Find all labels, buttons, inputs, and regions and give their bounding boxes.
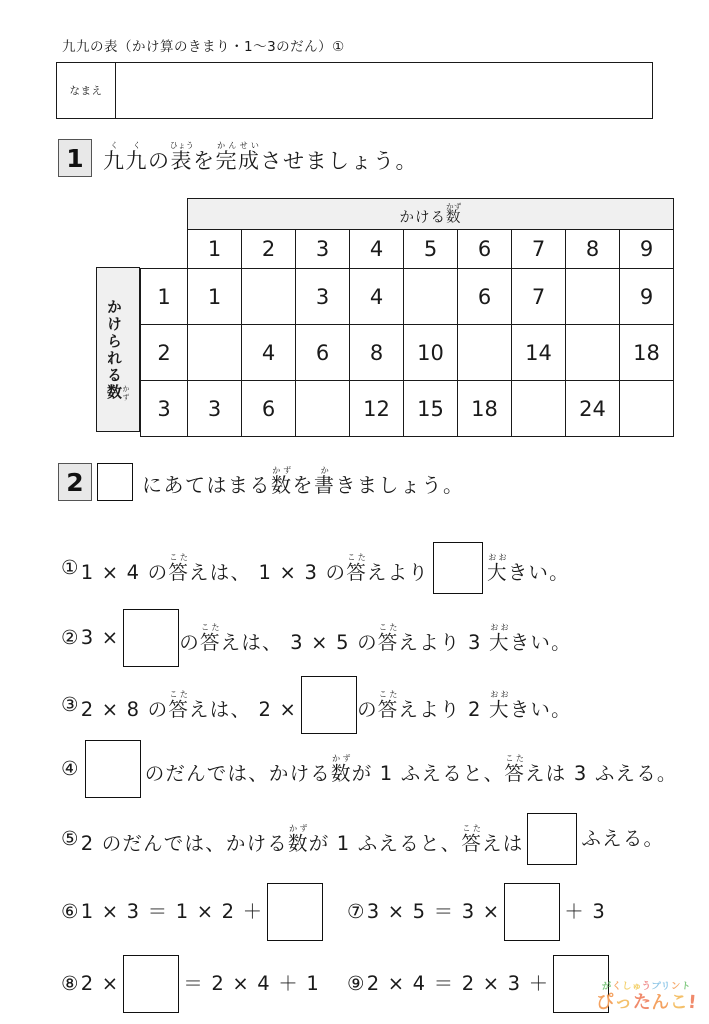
- multiplication-table-wrap: [96, 198, 674, 437]
- question-5-marker: ⑤: [61, 827, 80, 851]
- name-label: なまえ: [57, 63, 116, 118]
- ruby-ka-s2: 書か: [314, 466, 336, 497]
- question-9-part-a: 2 × 4 ＝ 2 × 3 ＋: [366, 972, 550, 996]
- cell-r3-c6[interactable]: 18: [458, 381, 512, 437]
- cell-r2-c4[interactable]: 8: [350, 325, 404, 381]
- ruby-kuku2: 九く: [125, 141, 148, 173]
- cell-r2-c9[interactable]: 18: [620, 325, 674, 381]
- section1-number-badge: 1: [58, 139, 92, 177]
- cell-r2-c2[interactable]: 4: [242, 325, 296, 381]
- cell-r3-c9[interactable]: [620, 381, 674, 437]
- answer-box-q4[interactable]: [85, 740, 141, 798]
- question-7-marker: ⑦: [347, 900, 366, 924]
- logo-top-char: リ: [660, 980, 672, 992]
- logo-main-char: っ: [614, 992, 633, 1013]
- col-header-1: 1: [188, 230, 242, 269]
- logo-top-char: う: [641, 980, 652, 992]
- question-1-marker: ①: [61, 556, 80, 580]
- cell-r1-c2[interactable]: [242, 269, 296, 325]
- cell-r3-c3[interactable]: [296, 381, 350, 437]
- question-2-part-a: 3 ×: [80, 626, 120, 650]
- cell-r3-c8[interactable]: 24: [566, 381, 620, 437]
- name-input[interactable]: [116, 63, 652, 118]
- name-box: [56, 62, 653, 119]
- col-header-4: 4: [350, 230, 404, 269]
- question-7-part-b: ＋ 3: [564, 900, 606, 924]
- question-8-part-b: ＝ 2 × 4 ＋ 1: [183, 972, 320, 996]
- logo-main-char: こ: [669, 992, 689, 1013]
- cell-r2-c1[interactable]: [188, 325, 242, 381]
- question-7-part-a: 3 × 5 ＝ 3 ×: [366, 900, 501, 924]
- question-2-marker: ②: [61, 626, 80, 650]
- row-header-1: 1: [141, 269, 188, 325]
- table-column-group-header-row: [141, 199, 674, 230]
- answer-box-q5[interactable]: [527, 813, 577, 865]
- cell-r3-c7[interactable]: [512, 381, 566, 437]
- column-header-label: かける数かず: [188, 199, 674, 230]
- question-1: [61, 542, 570, 594]
- logo-top-char: が: [601, 980, 613, 992]
- cell-r3-c2[interactable]: 6: [242, 381, 296, 437]
- cell-r3-c1[interactable]: 3: [188, 381, 242, 437]
- section2-heading: [58, 463, 465, 501]
- ruby-kansei: 完成かんせい: [215, 141, 261, 173]
- logo-main-text: [594, 991, 698, 1014]
- cell-r2-c7[interactable]: 14: [512, 325, 566, 381]
- col-header-9: 9: [620, 230, 674, 269]
- cell-r3-c4[interactable]: 12: [350, 381, 404, 437]
- col-header-8: 8: [566, 230, 620, 269]
- question-4: [61, 740, 678, 798]
- logo-top-char: し: [621, 980, 633, 992]
- logo-top-char: プ: [650, 980, 662, 992]
- question-5-part-a: 2 のだんでは、かける数かずが 1 ふえると、答こたえは: [80, 823, 524, 855]
- logo-top-text: [596, 982, 697, 992]
- question-1-part-a: 1 × 4 の答こたえは、 1 × 3 の答こたえより: [80, 552, 430, 584]
- cell-r3-c5[interactable]: 15: [404, 381, 458, 437]
- cell-r2-c3[interactable]: 6: [296, 325, 350, 381]
- logo-top-char: ゅ: [631, 980, 643, 992]
- question-8: [61, 955, 320, 1013]
- cell-r1-c8[interactable]: [566, 269, 620, 325]
- section1-heading: [58, 139, 418, 177]
- answer-box-q7[interactable]: [504, 883, 560, 941]
- question-2: [61, 609, 572, 667]
- question-7: [347, 883, 606, 941]
- row-header-label-cell: [96, 267, 140, 432]
- question-3-marker: ③: [61, 693, 80, 717]
- question-3-part-b: の答こたえより 2 大おおきい。: [357, 689, 572, 721]
- question-5-part-b: ふえる。: [581, 827, 665, 851]
- question-6: [61, 883, 323, 941]
- table-column-number-row: [141, 230, 674, 269]
- section2-instruction: にあてはまる数かずを書かきましょう。: [142, 466, 465, 497]
- question-4-part-a: のだんでは、かける数かずが 1 ふえると、答こたえは 3 ふえる。: [144, 753, 678, 785]
- logo-top-char: ト: [680, 980, 692, 992]
- cell-r1-c9[interactable]: 9: [620, 269, 674, 325]
- logo-main-char: ん: [650, 991, 671, 1014]
- ruby-kuku1: 九く: [103, 141, 126, 173]
- ruby-kazu-row: 数 かず: [105, 383, 130, 401]
- question-6-marker: ⑥: [61, 900, 80, 924]
- table-corner-cell: [141, 199, 188, 230]
- col-header-6: 6: [458, 230, 512, 269]
- col-header-3: 3: [296, 230, 350, 269]
- ruby-kazu-s2: 数かず: [271, 466, 293, 497]
- question-5: [61, 813, 664, 865]
- cell-r2-c8[interactable]: [566, 325, 620, 381]
- logo-top-char: ン: [670, 980, 681, 992]
- question-3: [61, 676, 572, 734]
- logo-top-char: く: [612, 980, 622, 992]
- question-8-part-a: 2 ×: [80, 972, 120, 996]
- col-header-7: 7: [512, 230, 566, 269]
- question-6-part-a: 1 × 3 ＝ 1 × 2 ＋: [80, 900, 264, 924]
- cell-r1-c3[interactable]: 3: [296, 269, 350, 325]
- cell-r1-c4[interactable]: 4: [350, 269, 404, 325]
- answer-box-q3[interactable]: [301, 676, 357, 734]
- table-row: [141, 325, 674, 381]
- site-logo: [596, 982, 697, 1013]
- col-header-5: 5: [404, 230, 458, 269]
- section1-instruction: 九く九くの表ひょうを完成かんせいさせましょう。: [103, 141, 418, 173]
- cell-r1-c1[interactable]: 1: [188, 269, 242, 325]
- table-row: [141, 381, 674, 437]
- question-9: [347, 955, 609, 1013]
- ruby-hyou: 表ひょう: [169, 141, 194, 173]
- answer-box-q2[interactable]: [123, 609, 179, 667]
- table-corner-cell-2: [141, 230, 188, 269]
- answer-box-q1[interactable]: [433, 542, 483, 594]
- row-header-label-text: かけられる数 かず: [105, 298, 130, 401]
- logo-main-char: !: [687, 991, 698, 1014]
- question-4-marker: ④: [61, 757, 80, 781]
- cell-r1-c7[interactable]: 7: [512, 269, 566, 325]
- col-header-2: 2: [242, 230, 296, 269]
- cell-r2-c5[interactable]: 10: [404, 325, 458, 381]
- question-2-part-b: の答こたえは、 3 × 5 の答こたえより 3 大おおきい。: [179, 622, 572, 654]
- multiplication-table: [140, 198, 674, 437]
- section2-number-badge: 2: [58, 463, 92, 501]
- question-8-marker: ⑧: [61, 972, 80, 996]
- logo-main-char: た: [631, 991, 653, 1014]
- answer-box-q8[interactable]: [123, 955, 179, 1013]
- row-header-3: 3: [141, 381, 188, 437]
- table-row: [141, 269, 674, 325]
- row-header-2: 2: [141, 325, 188, 381]
- cell-r2-c6[interactable]: [458, 325, 512, 381]
- question-1-part-b: 大おおきい。: [487, 552, 570, 584]
- logo-main-char: ぴ: [594, 991, 616, 1014]
- answer-box-section2-inline[interactable]: [97, 463, 133, 501]
- question-9-marker: ⑨: [347, 972, 366, 996]
- cell-r1-c5[interactable]: [404, 269, 458, 325]
- answer-box-q6[interactable]: [267, 883, 323, 941]
- page-title: 九九の表（かけ算のきまり・1～3のだん）①: [62, 39, 345, 55]
- cell-r1-c6[interactable]: 6: [458, 269, 512, 325]
- question-3-part-a: 2 × 8 の答こたえは、 2 ×: [80, 689, 298, 721]
- ruby-kazu-col: 数かず: [446, 201, 462, 226]
